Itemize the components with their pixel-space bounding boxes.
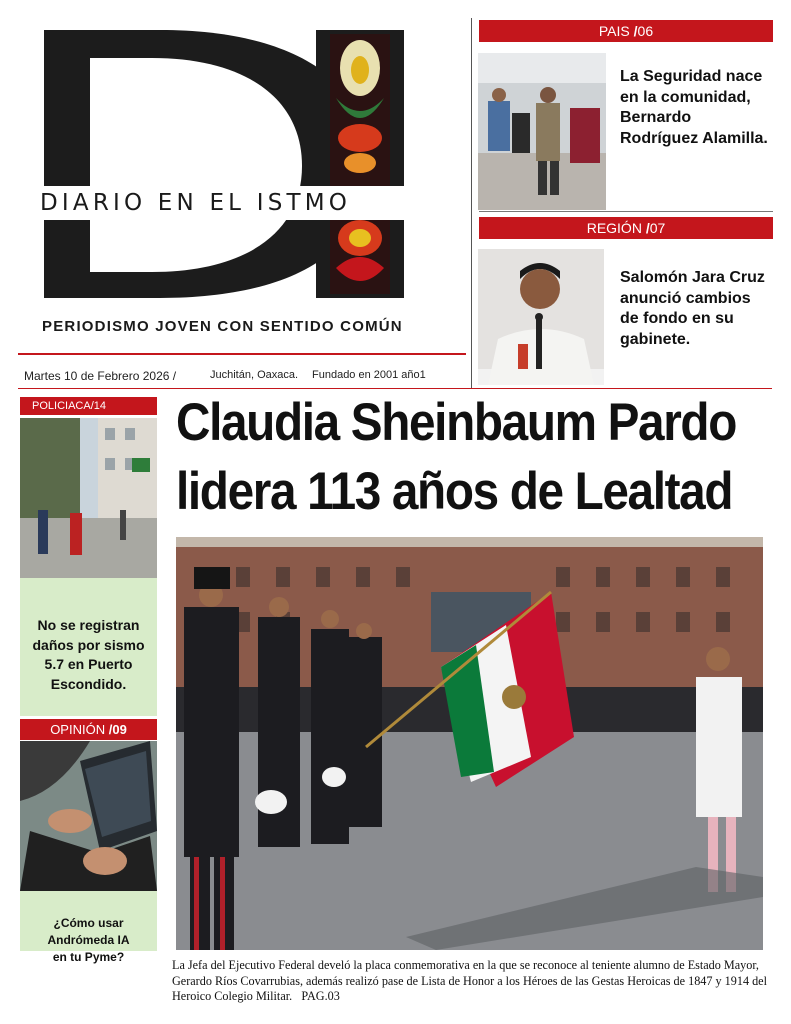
brand-name: DIARIO EN EL ISTMO (40, 186, 412, 220)
founded: Fundado en 2001 año1 (312, 369, 426, 381)
headline-line-2[interactable]: lidera 113 años de Lealtad (176, 462, 733, 521)
story-sismo[interactable]: No se registran daños por sismo 5.7 en Puerto Escondido. (32, 617, 145, 692)
story-jara-cruz[interactable]: Salomón Jara Cruz anunció cambios de fondo en su gabinete. (620, 269, 765, 348)
photo-seguridad (478, 53, 606, 210)
photo-laptop (20, 741, 157, 891)
divider (18, 388, 772, 389)
tagline: PERIODISMO JOVEN CON SENTIDO COMÚN (42, 318, 403, 335)
section-tab-pais[interactable]: PAIS /06 (479, 20, 773, 42)
divider (18, 353, 466, 355)
photo-street (20, 418, 157, 578)
date: Martes 10 de Febrero 2026 / (24, 369, 177, 383)
divider (479, 211, 773, 212)
column-divider (471, 18, 472, 388)
main-photo-ceremony (176, 537, 763, 950)
location: Juchitán, Oaxaca. (210, 369, 299, 381)
section-tab-policiaca[interactable]: POLICIACA/14 (20, 397, 157, 415)
section-tab-opinion[interactable]: OPINIÓN /09 (20, 719, 157, 740)
photo-jara-cruz (478, 249, 604, 385)
headline-line-1[interactable]: Claudia Sheinbaum Pardo (176, 393, 737, 452)
section-tab-region[interactable]: REGIÓN /07 (479, 217, 773, 239)
story-andromeda-box[interactable] (20, 891, 157, 964)
photo-caption: La Jefa del Ejecutivo Federal develó la placa conmemorativa en la que se reconoce al teniente alumno de Estado Mayor, Gerardo Ríos Covarrubias, además realizó pase de Lista de Honor a los Héroes de las Gestas Heroicas de 1847 y 1914 del Heroico Colegio Militar. PAG.03 (172, 958, 767, 1003)
story-andromeda[interactable]: ¿Cómo usar Andrómeda IA en tu Pyme? (47, 916, 130, 964)
page-ref[interactable]: PAG.03 (301, 989, 340, 1003)
story-sismo-box[interactable] (20, 578, 157, 716)
logo-di (40, 28, 410, 300)
story-seguridad[interactable]: La Seguridad nace en la comunidad, Bernardo Rodríguez Alamilla. (620, 68, 768, 147)
